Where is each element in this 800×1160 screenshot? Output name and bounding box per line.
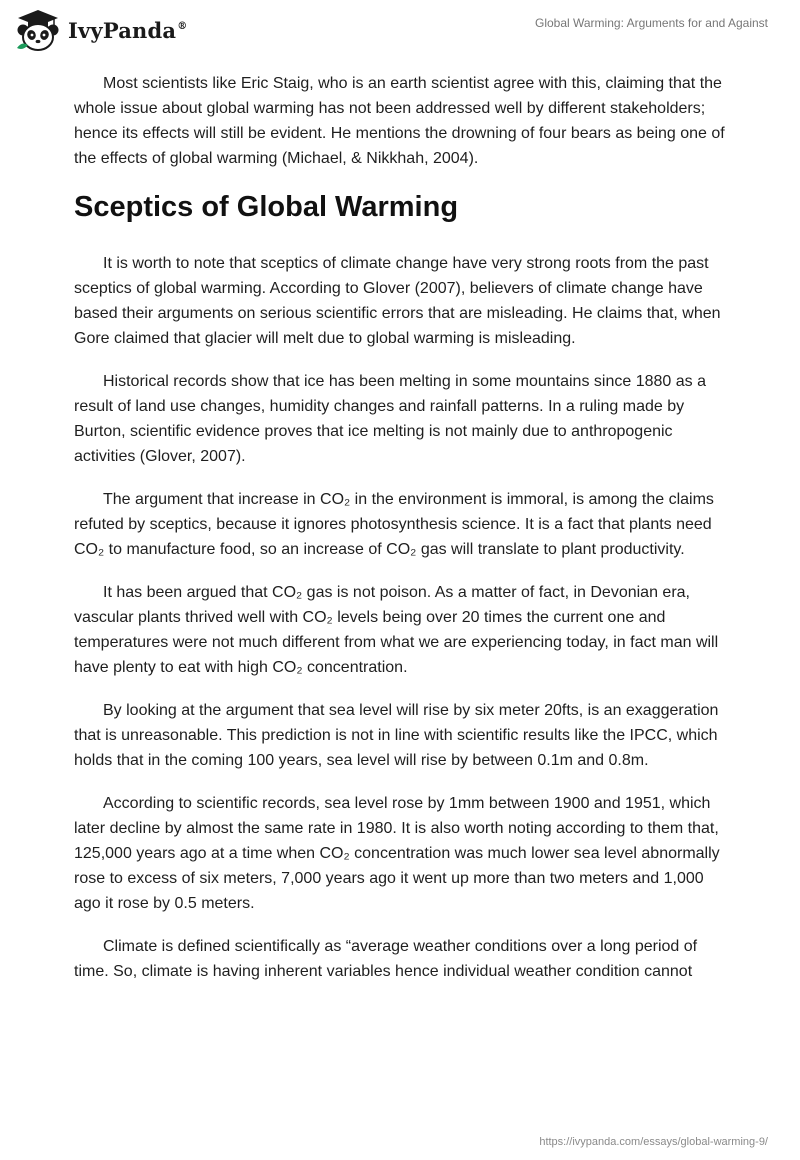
essay-body — [74, 71, 730, 1002]
paragraph: By looking at the argument that sea level will rise by six meter 20fts, is an exaggeration that is unreasonable. This prediction is not in line with scientific results like the IPCC, which holds that in the coming 100 years, sea level will rise by between 0.1m and 0.8m. — [74, 702, 719, 769]
panda-graduate-icon — [14, 8, 62, 52]
document-title: Global Warming: Arguments for and Against — [534, 16, 768, 30]
page-header — [0, 0, 800, 64]
paragraph: Climate is defined scientifically as “average weather conditions over a long period of time. So, climate is having inherent variables hence individual weather condition cannot — [74, 938, 698, 980]
paragraph: It is worth to note that sceptics of climate change have very strong roots from the past sceptics of global warming. According to Glover (2007), believers of climate change have based their arguments on serious scientific errors that are misleading. He claims that, when Gore claimed that glacier will melt due to global warming is misleading. — [74, 255, 721, 347]
paragraph: Historical records show that ice has been melting in some mountains since 1880 as a result of land use changes, humidity changes and rainfall patterns. In a ruling made by Burton, scientific evidence proves that ice melting is not mainly due to anthropogenic activities (Glover, 2007). — [74, 373, 706, 465]
ivypanda-logo[interactable] — [14, 8, 187, 52]
paragraph: It has been argued that CO₂ gas is not poison. As a matter of fact, in Devonian era, vascular plants thrived well with CO₂ levels being over 20 times the current one and temperatures were not much different from what we are experiencing today, in fact man will have plenty to eat with high CO₂ concentration. — [74, 584, 719, 676]
section-heading: Sceptics of Global Warming — [74, 191, 459, 223]
paragraph: Most scientists like Eric Staig, who is an earth scientist agree with this, claiming that the whole issue about global warming has not been addressed well by different stakeholders; hence its effects will still be evident. He mentions the drowning of four bears as being one of the effects of global warming (Michael, & Nikkhah, 2004). — [74, 75, 725, 167]
paragraph: The argument that increase in CO₂ in the environment is immoral, is among the claims refuted by sceptics, because it ignores photosynthesis science. It is a fact that plants need CO₂ to manufacture food, so an increase of CO₂ gas will translate to plant productivity. — [74, 491, 714, 558]
registered-mark: ® — [177, 20, 188, 32]
source-url[interactable]: https://ivypanda.com/essays/global-warming-9/ — [539, 1136, 768, 1148]
brand-name: IvyPanda® — [68, 17, 188, 43]
paragraph: According to scientific records, sea level rose by 1mm between 1900 and 1951, which later decline by almost the same rate in 1980. It is also worth noting according to them that, 125,000 years ago at a time when CO₂ concentration was much lower sea level abnormally rose to excess of six meters, 7,000 years ago it went up more than two meters and 1,000 ago it rose by 0.5 meters. — [74, 795, 720, 912]
